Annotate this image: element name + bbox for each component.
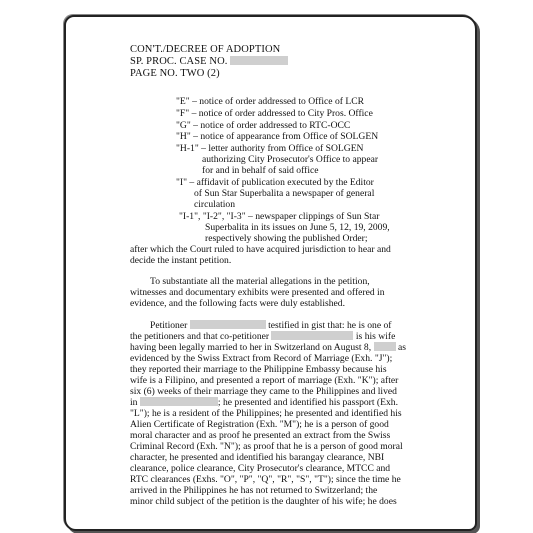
exhibit-item: "I-1", "I-2", "I-3" – newspaper clippings of Sun Star bbox=[179, 211, 380, 222]
paragraph-line: wife is a Filipino, and presented a report of marriage (Exh. "K"); after bbox=[130, 375, 399, 386]
redaction bbox=[140, 397, 218, 406]
paragraph-line: character, he presented and identified his barangay clearance, NBI bbox=[130, 452, 385, 463]
exhibit-item-cont: Superbalita in its issues on June 5, 12, 19, 2009, bbox=[205, 222, 390, 233]
paragraph-line: To substantiate all the material allegations in the petition, bbox=[150, 276, 370, 287]
exhibit-item: "F" – notice of order addressed to City Pros. Office bbox=[176, 108, 373, 119]
exhibit-item: "H-1" – letter authority from Office of SOLGEN bbox=[176, 143, 364, 154]
paragraph-line: arrived in the Philippines he has not returned to Switzerland; the bbox=[130, 485, 378, 496]
exhibit-item: "I" – affidavit of publication executed by the Editor bbox=[176, 177, 374, 188]
paragraph-line: minor child subject of the petition is the daughter of his wife; he does bbox=[130, 496, 397, 507]
paragraph-line: they reported their marriage to the Philippine Embassy because his bbox=[130, 364, 387, 375]
page-number: PAGE NO. TWO (2) bbox=[130, 68, 220, 79]
paragraph-line: evidenced by the Swiss Extract from Record of Marriage (Exh. "J"); bbox=[130, 353, 393, 364]
exhibit-item-cont: authorizing City Prosecutor's Office to appear bbox=[202, 154, 379, 165]
redaction bbox=[271, 331, 353, 340]
paragraph-line: evidence, and the following facts were duly established. bbox=[130, 298, 345, 309]
paragraph-line bbox=[150, 320, 392, 331]
paragraph-line bbox=[130, 331, 395, 342]
exhibit-item: "G" – notice of order addressed to RTC-OCC bbox=[176, 120, 351, 131]
paragraph-line: after which the Court ruled to have acquired jurisdiction to hear and bbox=[130, 244, 391, 255]
exhibit-item: "E" – notice of order addressed to Office of LCR bbox=[176, 96, 365, 107]
text-run: the petitioners and that co-petitioner bbox=[130, 331, 270, 342]
text-run: ; he presented and identified his passport (Exh. bbox=[217, 397, 398, 408]
paragraph-line: Criminal Record (Exh. "N"); as proof that he is a person of good moral bbox=[130, 441, 403, 452]
exhibit-item-cont: circulation bbox=[194, 199, 236, 210]
text-run: is his wife bbox=[355, 331, 396, 342]
caption-title: CON'T./DECREE OF ADOPTION bbox=[130, 44, 281, 55]
paragraph-line: decide the instant petition. bbox=[130, 255, 232, 266]
paragraph-line: Alien Certificate of Registration (Exh. "M"); he is a person of good bbox=[130, 419, 389, 430]
paragraph-line: moral character and as proof he presented an extract from the Swiss bbox=[130, 430, 391, 441]
exhibit-item-cont: respectively showing the published Order; bbox=[205, 233, 368, 244]
exhibit-item-cont: for and in behalf of said office bbox=[202, 165, 319, 176]
text-run: as bbox=[397, 342, 406, 353]
text-run: testified in gist that: he is one of bbox=[268, 320, 392, 331]
paragraph-line: "L"); he is a resident of the Philippines; he presented and identified his bbox=[130, 408, 402, 419]
text-run: in bbox=[130, 397, 138, 408]
exhibit-item-cont: of Sun Star Superbalita a newspaper of general bbox=[194, 188, 375, 199]
case-number-label: SP. PROC. CASE NO. bbox=[130, 56, 228, 67]
exhibit-item: "H" – notice of appearance from Office of SOLGEN bbox=[176, 131, 379, 142]
redaction bbox=[230, 56, 288, 65]
redaction bbox=[190, 320, 266, 329]
case-number-line bbox=[130, 56, 288, 68]
redaction bbox=[374, 342, 396, 351]
text-run: Petitioner bbox=[150, 320, 188, 331]
text-run: having been legally married to her in Switzerland on August 8, bbox=[130, 342, 372, 353]
paragraph-line: RTC clearances (Exhs. "O", "P", "Q", "R", "S", "T"); since the time he bbox=[130, 474, 401, 485]
paragraph-line bbox=[130, 342, 406, 353]
paragraph-line: clearance, police clearance, City Prosecutor's clearance, MTCC and bbox=[130, 463, 391, 474]
paragraph-line: witnesses and documentary exhibits were presented and offered in bbox=[130, 287, 385, 298]
paragraph-line bbox=[130, 397, 398, 408]
paragraph-line: six (6) weeks of their marriage they came to the Philippines and lived bbox=[130, 386, 397, 397]
